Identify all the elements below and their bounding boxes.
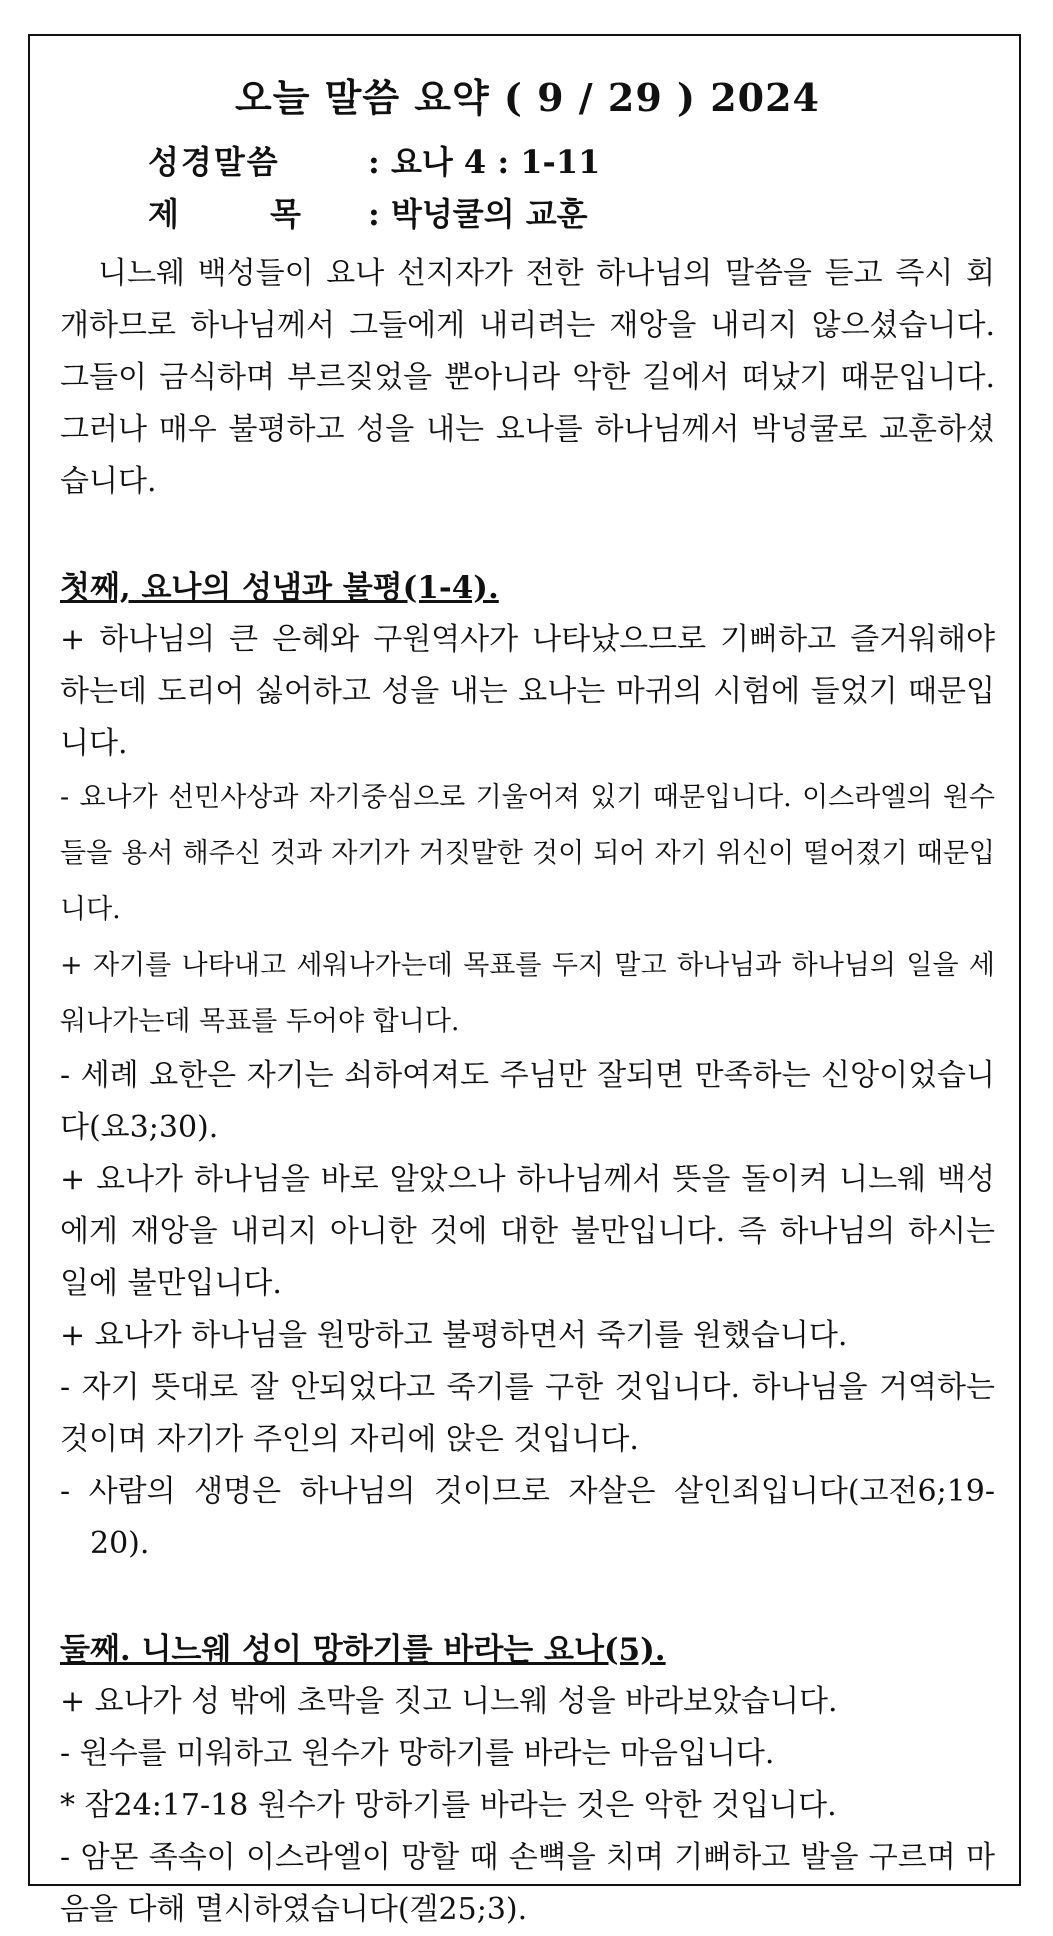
section1-line: - 사람의 생명은 하나님의 것이므로 자살은 살인죄입니다(고전6;19-20). [60, 1474, 995, 1561]
section1-line: + 요나가 하나님을 바로 알았으나 하나님께서 뜻을 돌이켜 니느웨 백성에게 재앙을 내리지 아니한 것에 대한 불만입니다. 즉 하나님의 하시는 일에 불만입니다. [60, 1162, 995, 1301]
colon: : [368, 195, 391, 233]
document-content [60, 66, 995, 1936]
section2-line: - 암몬 족속이 이스라엘이 망할 때 손뼉을 치며 기뻐하고 발을 구르며 마음을 다해 멸시하였습니다(겔25;3). [60, 1840, 995, 1927]
section1-line: - 세례 요한은 자기는 쇠하여져도 주님만 잘되면 만족하는 신앙이었습니다(요3;30). [60, 1058, 995, 1145]
intro-paragraph: 니느웨 백성들이 요나 선지자가 전한 하나님의 말씀을 듣고 즉시 회개하므로 하나님께서 그들에게 내리려는 재앙을 내리지 않으셨습니다. 그들이 금식하며 부르짖었을 뿐아니라 악한 길에서 떠났기 때문입니다. 그러나 매우 불평하고 성을 내는 요나를 하나님께서 박넝쿨로 교훈하셨습니다. [60, 256, 995, 499]
meta-block [148, 136, 995, 240]
section2-line: - 원수를 미워하고 원수가 망하기를 바라는 마음입니다. [60, 1736, 775, 1771]
scripture-label: 성경말씀 [148, 143, 280, 181]
section2-line: + 요나가 성 밖에 초막을 짓고 니느웨 성을 바라보았습니다. [60, 1684, 838, 1719]
subject-value: 박넝쿨의 교훈 [390, 195, 588, 233]
section1-line: + 요나가 하나님을 원망하고 불평하면서 죽기를 원했습니다. [60, 1318, 848, 1353]
section1-line: + 자기를 나타내고 세워나가는데 목표를 두지 말고 하나님과 하나님의 일을 세워나가는데 목표를 두어야 합니다. [60, 950, 995, 1037]
page-title: 오늘 말씀 요약 ( 9 / 29 ) 2024 [234, 75, 820, 120]
scripture-row [148, 136, 995, 188]
colon: : [368, 143, 391, 181]
section1-line: - 자기 뜻대로 잘 안되었다고 죽기를 구한 것입니다. 하나님을 거역하는 것이며 자기가 주인의 자리에 앉은 것입니다. [60, 1370, 995, 1457]
section1-line: + 하나님의 큰 은혜와 구원역사가 나타났으므로 기뻐하고 즐거워해야 하는데 도리어 싫어하고 성을 내는 요나는 마귀의 시험에 들었기 때문입니다. [60, 622, 995, 761]
section2-heading: 둘째. 니느웨 성이 망하기를 바라는 요나(5). [60, 1632, 666, 1668]
section2-line: * 잠24:17-18 원수가 망하기를 바라는 것은 악한 것입니다. [60, 1788, 837, 1823]
section1-line: - 요나가 선민사상과 자기중심으로 기울어져 있기 때문입니다. 이스라엘의 원수들을 용서 해주신 것과 자기가 거짓말한 것이 되어 자기 위신이 떨어졌기 때문입니다. [60, 782, 995, 925]
section1-heading: 첫째, 요나의 성냄과 불평(1-4). [60, 570, 499, 606]
subject-row [148, 188, 995, 240]
subject-label: 제 목 [148, 195, 341, 233]
document-frame [28, 34, 1021, 1927]
scripture-value: 요나 4 : 1-11 [390, 143, 601, 181]
